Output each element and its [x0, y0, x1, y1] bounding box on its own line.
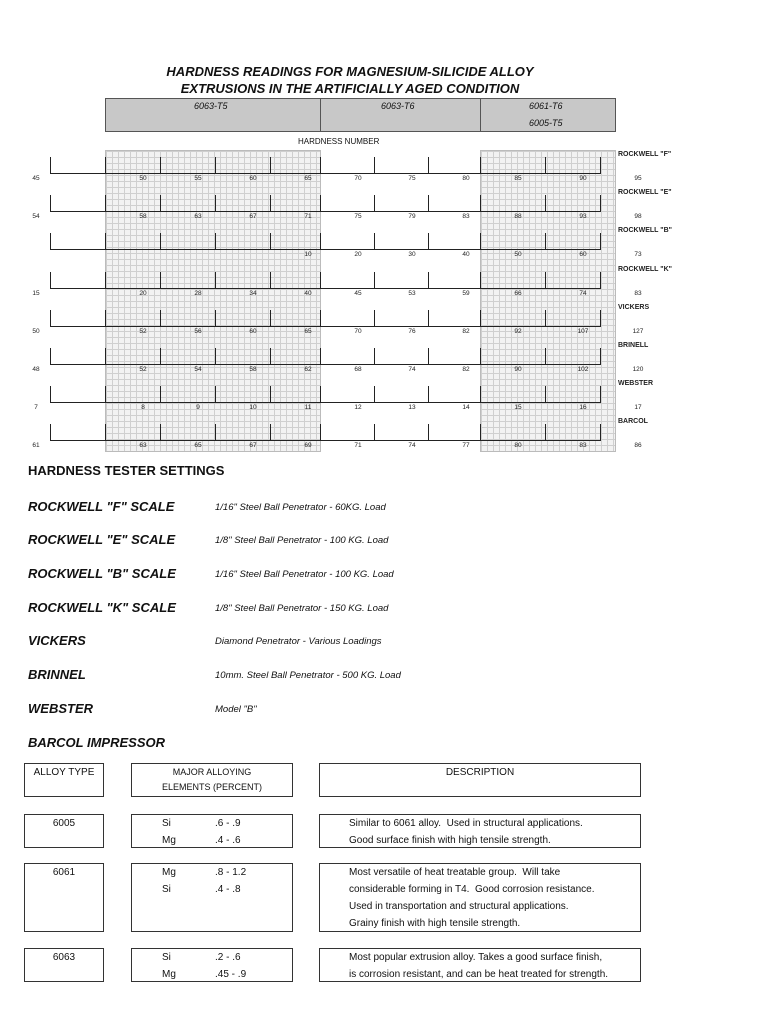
scale-tick-label: 68 — [354, 366, 362, 373]
scale-tick-label: 93 — [579, 213, 587, 220]
alloy-type-cell — [24, 814, 104, 848]
scale-tick — [374, 348, 375, 365]
description-line: Most versatile of heat treatable group. Will take — [349, 867, 561, 878]
elements-cell — [131, 814, 293, 848]
scale-tick-label: 65 — [304, 175, 312, 182]
scale-tick-label: 66 — [514, 290, 522, 297]
description-cell — [319, 863, 641, 932]
scale-tick — [600, 195, 601, 212]
description-line: Grainy finish with high tensile strength. — [349, 918, 521, 929]
scale-tick — [480, 424, 481, 441]
scale-tick — [50, 348, 51, 365]
scale-tick-label: 107 — [577, 328, 589, 335]
element-line — [132, 815, 292, 832]
settings-title: HARDNESS TESTER SETTINGS — [28, 463, 225, 478]
element-symbol: Si — [162, 818, 171, 829]
scale-tick-label: 90 — [579, 175, 587, 182]
scale-tick — [105, 157, 106, 174]
scale-name: ROCKWELL "F" — [618, 151, 672, 158]
scale-tick — [160, 310, 161, 327]
alloy-type-text: 6005 — [52, 818, 76, 829]
scale-tick — [428, 233, 429, 250]
scale-tick — [320, 310, 321, 327]
scale-tick — [50, 386, 51, 403]
scale-tick — [270, 386, 271, 403]
setting-name: ROCKWELL "E" SCALE — [28, 532, 176, 547]
scale-tick-label: 102 — [577, 366, 589, 373]
scale-tick-label: 83 — [462, 213, 470, 220]
scale-tick-label: 65 — [194, 442, 202, 449]
header-text: ALLOY TYPE — [33, 767, 95, 778]
scale-tick — [545, 157, 546, 174]
scale-tick — [105, 310, 106, 327]
scale-tick — [600, 272, 601, 289]
scale-start-label: 48 — [32, 366, 40, 373]
scale-tick — [320, 272, 321, 289]
scale-tick — [545, 348, 546, 365]
description-line: considerable forming in T4. Good corrosion resistance. — [349, 884, 595, 895]
header-box-6063-t5 — [105, 98, 321, 132]
scale-tick-label: 50 — [514, 251, 522, 258]
scale-tick — [480, 195, 481, 212]
scale-tick — [428, 424, 429, 441]
element-line — [132, 881, 292, 898]
scale-tick — [428, 195, 429, 212]
hardness-number-label: HARDNESS NUMBER — [298, 137, 380, 146]
element-symbol: Mg — [162, 969, 176, 980]
scale-line — [50, 364, 601, 365]
scale-tick-label: 75 — [408, 175, 416, 182]
setting-name: WEBSTER — [28, 701, 93, 716]
scale-tick — [480, 233, 481, 250]
header-label: 6063-T6 — [381, 101, 415, 111]
scale-tick-label: 71 — [304, 213, 312, 220]
scale-name: ROCKWELL "K" — [618, 266, 672, 273]
element-percent: .6 - .9 — [215, 818, 241, 829]
scale-tick — [215, 386, 216, 403]
scale-tick — [600, 424, 601, 441]
scale-tick — [320, 233, 321, 250]
scale-tick-label: 54 — [194, 366, 202, 373]
setting-description: Model "B" — [215, 704, 257, 715]
scale-tick-label: 120 — [632, 366, 644, 373]
description-line: is corrosion resistant, and can be heat treated for strength. — [349, 969, 609, 980]
alloy-type-cell — [24, 948, 104, 982]
header-label: 6061-T6 — [529, 101, 563, 111]
scale-tick-label: 62 — [304, 366, 312, 373]
scale-tick-label: 40 — [462, 251, 470, 258]
scale-tick-label: 82 — [462, 366, 470, 373]
scale-tick-label: 83 — [634, 290, 642, 297]
scale-tick-label: 10 — [304, 251, 312, 258]
description-line: Similar to 6061 alloy. Used in structural applications. — [349, 818, 583, 829]
scale-tick — [215, 195, 216, 212]
scale-tick — [320, 424, 321, 441]
scale-tick — [270, 424, 271, 441]
scale-tick-label: 56 — [194, 328, 202, 335]
scale-tick-label: 20 — [139, 290, 147, 297]
setting-description: 10mm. Steel Ball Penetrator - 500 KG. Load — [215, 670, 401, 681]
scale-tick-label: 34 — [249, 290, 257, 297]
scale-tick — [320, 195, 321, 212]
scale-line — [50, 326, 601, 327]
scale-tick-label: 67 — [249, 442, 257, 449]
scale-tick-label: 70 — [354, 175, 362, 182]
scale-tick-label: 60 — [249, 175, 257, 182]
scale-tick-label: 55 — [194, 175, 202, 182]
scale-tick — [545, 310, 546, 327]
scale-name: WEBSTER — [618, 380, 653, 387]
scale-tick — [480, 157, 481, 174]
scale-tick-label: 80 — [514, 442, 522, 449]
header-text: ELEMENTS (PERCENT) — [161, 782, 262, 792]
scale-start-label: 54 — [32, 213, 40, 220]
header-label: 6063-T5 — [194, 101, 228, 111]
setting-name: ROCKWELL "K" SCALE — [28, 600, 176, 615]
element-symbol: Mg — [162, 835, 176, 846]
scale-tick — [215, 348, 216, 365]
scale-tick — [105, 348, 106, 365]
header-box-6061-6005 — [480, 98, 616, 132]
scale-tick — [50, 310, 51, 327]
scale-tick-label: 30 — [408, 251, 416, 258]
scale-tick-label: 13 — [408, 404, 416, 411]
scale-tick-label: 90 — [514, 366, 522, 373]
scale-tick — [105, 424, 106, 441]
scale-tick-label: 50 — [139, 175, 147, 182]
scale-tick-label: 74 — [579, 290, 587, 297]
scale-tick — [160, 424, 161, 441]
setting-description: 1/16" Steel Ball Penetrator - 60KG. Load — [215, 502, 386, 513]
scale-tick — [600, 386, 601, 403]
scale-tick-label: 86 — [634, 442, 642, 449]
grid-6061-t6 — [480, 150, 616, 452]
scale-tick — [480, 386, 481, 403]
scale-tick — [160, 233, 161, 250]
scale-tick-label: 75 — [354, 213, 362, 220]
scale-tick — [215, 272, 216, 289]
element-line — [132, 949, 292, 966]
scale-tick — [374, 310, 375, 327]
header-elements — [131, 763, 293, 797]
scale-tick — [160, 386, 161, 403]
scale-tick — [374, 272, 375, 289]
setting-description: Diamond Penetrator - Various Loadings — [215, 636, 382, 647]
scale-tick — [374, 424, 375, 441]
scale-tick — [105, 272, 106, 289]
description-line: Most popular extrusion alloy. Takes a good surface finish, — [349, 952, 603, 963]
scale-tick-label: 67 — [249, 213, 257, 220]
scale-tick — [374, 386, 375, 403]
alloy-type-text: 6061 — [52, 867, 76, 878]
element-percent: .45 - .9 — [215, 969, 247, 980]
scale-tick — [428, 157, 429, 174]
scale-tick — [105, 195, 106, 212]
scale-tick — [320, 386, 321, 403]
setting-description: 1/8" Steel Ball Penetrator - 150 KG. Load — [215, 603, 389, 614]
element-symbol: Mg — [162, 867, 176, 878]
element-percent: .8 - 1.2 — [215, 867, 247, 878]
scale-line — [50, 249, 601, 250]
scale-tick — [480, 272, 481, 289]
scale-tick-label: 63 — [139, 442, 147, 449]
scale-tick — [270, 233, 271, 250]
scale-tick-label: 76 — [408, 328, 416, 335]
scale-tick-label: 16 — [579, 404, 587, 411]
scale-tick-label: 58 — [249, 366, 257, 373]
alloy-type-text: 6063 — [52, 952, 76, 963]
scale-tick — [160, 272, 161, 289]
scale-tick-label: 98 — [634, 213, 642, 220]
description-line: Good surface finish with high tensile strength. — [349, 835, 551, 846]
scale-tick — [270, 310, 271, 327]
scale-tick-label: 70 — [354, 328, 362, 335]
scale-tick — [215, 424, 216, 441]
scale-tick-label: 28 — [194, 290, 202, 297]
description-line: Used in transportation and structural applications. — [349, 901, 569, 912]
scale-line — [50, 440, 601, 441]
scale-tick-label: 63 — [194, 213, 202, 220]
scale-start-label: 50 — [32, 328, 40, 335]
scale-tick — [160, 195, 161, 212]
setting-name: ROCKWELL "F" SCALE — [28, 499, 175, 514]
scale-tick — [428, 310, 429, 327]
scale-tick — [270, 272, 271, 289]
element-line — [132, 832, 292, 849]
scale-tick-label: 80 — [462, 175, 470, 182]
scale-tick-label: 60 — [249, 328, 257, 335]
scale-tick — [600, 233, 601, 250]
scale-tick-label: 52 — [139, 366, 147, 373]
scale-tick — [374, 233, 375, 250]
header-box-6063-t6 — [320, 98, 481, 132]
element-percent: .2 - .6 — [215, 952, 241, 963]
scale-tick — [270, 348, 271, 365]
element-line — [132, 864, 292, 881]
scale-tick — [50, 233, 51, 250]
setting-description: 1/16" Steel Ball Penetrator - 100 KG. Load — [215, 569, 394, 580]
scale-start-label: 15 — [32, 290, 40, 297]
header-text: DESCRIPTION — [445, 767, 515, 778]
scale-tick — [480, 348, 481, 365]
scale-tick-label: 60 — [579, 251, 587, 258]
scale-tick-label: 82 — [462, 328, 470, 335]
scale-tick — [428, 348, 429, 365]
description-cell — [319, 814, 641, 848]
scale-tick-label: 53 — [408, 290, 416, 297]
scale-tick-label: 71 — [354, 442, 362, 449]
scale-name: ROCKWELL "B" — [618, 227, 672, 234]
element-symbol: Si — [162, 952, 171, 963]
scale-start-label: 45 — [32, 175, 40, 182]
setting-description: 1/8" Steel Ball Penetrator - 100 KG. Load — [215, 535, 389, 546]
element-percent: .4 - .8 — [215, 884, 241, 895]
scale-tick — [320, 157, 321, 174]
setting-name: ROCKWELL "B" SCALE — [28, 566, 176, 581]
scale-tick-label: 79 — [408, 213, 416, 220]
scale-tick-label: 11 — [304, 404, 312, 411]
scale-tick-label: 8 — [141, 404, 145, 411]
scale-name: BARCOL — [618, 418, 648, 425]
scale-line — [50, 211, 601, 212]
scale-tick — [320, 348, 321, 365]
title-line-1: HARDNESS READINGS FOR MAGNESIUM-SILICIDE ALLOY — [166, 64, 534, 79]
scale-tick — [428, 386, 429, 403]
scale-tick-label: 59 — [462, 290, 470, 297]
scale-tick-label: 58 — [139, 213, 147, 220]
scale-name: VICKERS — [618, 304, 650, 311]
scale-tick — [545, 424, 546, 441]
scale-tick-label: 74 — [408, 366, 416, 373]
scale-tick — [160, 157, 161, 174]
scale-tick — [545, 233, 546, 250]
description-cell — [319, 948, 641, 982]
scale-tick — [50, 272, 51, 289]
scale-tick-label: 9 — [196, 404, 200, 411]
scale-tick-label: 73 — [634, 251, 642, 258]
scale-tick — [160, 348, 161, 365]
scale-tick — [215, 157, 216, 174]
element-line — [132, 966, 292, 983]
scale-tick-label: 77 — [462, 442, 470, 449]
scale-tick — [600, 348, 601, 365]
scale-tick — [215, 233, 216, 250]
header-description — [319, 763, 641, 797]
scale-tick — [480, 310, 481, 327]
scale-tick-label: 127 — [632, 328, 644, 335]
scale-tick-label: 83 — [579, 442, 587, 449]
scale-tick — [545, 272, 546, 289]
scale-tick — [50, 195, 51, 212]
scale-name: BRINELL — [618, 342, 649, 349]
scale-tick — [428, 272, 429, 289]
scale-line — [50, 288, 601, 289]
scale-tick-label: 65 — [304, 328, 312, 335]
scale-tick — [374, 195, 375, 212]
alloy-type-cell — [24, 863, 104, 932]
scale-tick-label: 12 — [354, 404, 362, 411]
elements-cell — [131, 863, 293, 932]
setting-name: VICKERS — [28, 633, 86, 648]
scale-tick-label: 17 — [634, 404, 642, 411]
scale-tick-label: 52 — [139, 328, 147, 335]
scale-tick — [545, 386, 546, 403]
scale-tick-label: 92 — [514, 328, 522, 335]
element-percent: .4 - .6 — [215, 835, 241, 846]
title-line-2: EXTRUSIONS IN THE ARTIFICIALLY AGED CONDITION — [180, 81, 520, 96]
header-alloy-type — [24, 763, 104, 797]
scale-tick-label: 74 — [408, 442, 416, 449]
element-symbol: Si — [162, 884, 171, 895]
scale-tick — [105, 386, 106, 403]
scale-tick — [105, 233, 106, 250]
scale-tick — [600, 310, 601, 327]
scale-tick-label: 20 — [354, 251, 362, 258]
scale-tick-label: 45 — [354, 290, 362, 297]
scale-tick-label: 40 — [304, 290, 312, 297]
scale-tick-label: 15 — [514, 404, 522, 411]
scale-name: ROCKWELL "E" — [618, 189, 672, 196]
scale-tick — [270, 195, 271, 212]
scale-tick — [50, 424, 51, 441]
grid-6063-t5 — [105, 150, 321, 452]
setting-name: BARCOL IMPRESSOR — [28, 735, 165, 750]
scale-tick-label: 14 — [462, 404, 470, 411]
scale-tick-label: 88 — [514, 213, 522, 220]
scale-tick — [545, 195, 546, 212]
scale-tick — [600, 157, 601, 174]
header-label: 6005-T5 — [529, 118, 563, 128]
setting-name: BRINNEL — [28, 667, 86, 682]
elements-cell — [131, 948, 293, 982]
scale-tick — [215, 310, 216, 327]
scale-tick-label: 85 — [514, 175, 522, 182]
scale-line — [50, 402, 601, 403]
scale-tick — [270, 157, 271, 174]
scale-tick-label: 10 — [249, 404, 257, 411]
scale-tick — [374, 157, 375, 174]
scale-line — [50, 173, 601, 174]
scale-start-label: 61 — [32, 442, 40, 449]
scale-tick-label: 69 — [304, 442, 312, 449]
scale-start-label: 7 — [34, 404, 38, 411]
scale-tick — [50, 157, 51, 174]
header-text: MAJOR ALLOYING — [172, 767, 252, 777]
scale-tick-label: 95 — [634, 175, 642, 182]
